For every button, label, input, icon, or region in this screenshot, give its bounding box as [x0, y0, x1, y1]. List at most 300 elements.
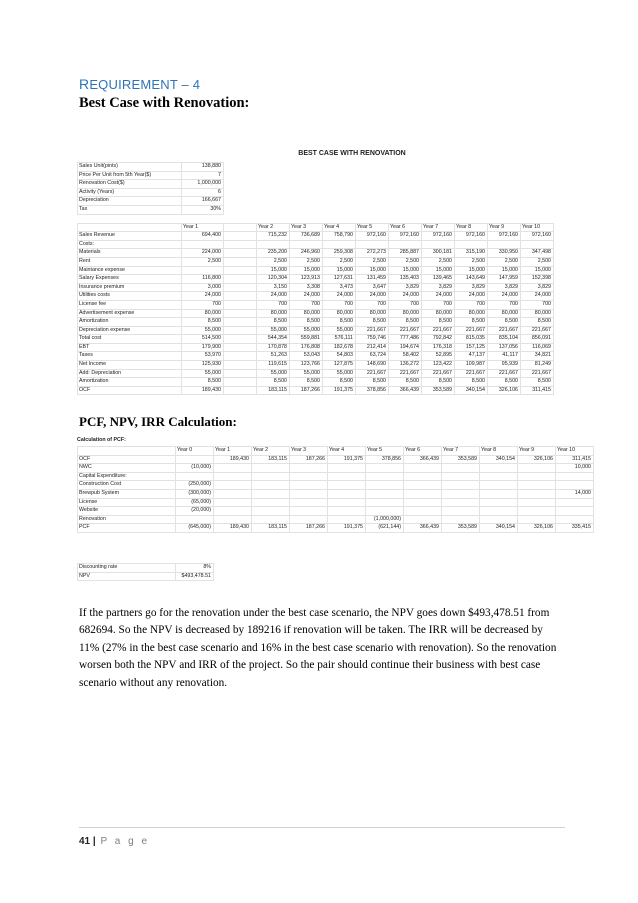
row-label: Rent	[78, 257, 182, 266]
table-cell: 191,375	[328, 455, 366, 464]
year-header: Year 10	[521, 223, 554, 232]
table-cell: 835,104	[488, 335, 521, 344]
table-cell	[442, 481, 480, 490]
year-header: Year 6	[404, 447, 442, 456]
table-cell: 8,500	[389, 378, 422, 387]
table-cell: 51,263	[257, 352, 290, 361]
table-cell: (250,000)	[176, 481, 214, 490]
table-cell	[328, 507, 366, 516]
input-value: 30%	[182, 205, 224, 214]
blank-cell	[224, 249, 257, 258]
table-cell: 15,000	[488, 266, 521, 275]
pcf-section-title: PCF, NPV, IRR Calculation:	[79, 414, 237, 429]
table-cell: 972,160	[356, 232, 389, 241]
table-cell: 559,881	[290, 335, 323, 344]
table-row	[78, 507, 594, 516]
row-label: Maintance expense	[78, 266, 182, 275]
page-number: 41	[79, 836, 91, 847]
table-cell: (10,000)	[176, 464, 214, 473]
blank-cell	[224, 369, 257, 378]
table-cell	[328, 489, 366, 498]
sheet-title: BEST CASE WITH RENOVATION	[298, 150, 406, 157]
table-cell: 694,400	[182, 232, 224, 241]
table-cell: 2,500	[290, 257, 323, 266]
input-value: 138,880	[182, 163, 224, 172]
table-cell: 15,000	[323, 266, 356, 275]
table-cell: 8,500	[182, 318, 224, 327]
table-cell	[252, 515, 290, 524]
table-cell: 10,000	[556, 464, 594, 473]
row-label: Amortization	[78, 378, 182, 387]
row-label: OCF	[78, 386, 182, 395]
table-cell: 544,354	[257, 335, 290, 344]
row-label: Costs:	[78, 240, 182, 249]
table-cell: 24,000	[290, 292, 323, 301]
table-cell	[323, 240, 356, 249]
table-cell: 330,950	[488, 249, 521, 258]
table-cell: 366,439	[404, 455, 442, 464]
table-header-row	[78, 447, 594, 456]
table-cell: 366,439	[389, 386, 422, 395]
table-cell	[404, 507, 442, 516]
blank-cell	[224, 240, 257, 249]
table-row	[78, 515, 594, 524]
blank-cell	[224, 257, 257, 266]
table-row	[78, 283, 554, 292]
table-cell: 326,106	[518, 524, 556, 533]
rate-label: Discounting rate	[78, 563, 176, 572]
table-cell: 8,500	[455, 378, 488, 387]
table-cell: 81,249	[521, 361, 554, 370]
table-row	[78, 455, 594, 464]
section-title: Best Case with Renovation:	[79, 95, 250, 111]
table-cell: 8,500	[290, 378, 323, 387]
blank-cell	[224, 309, 257, 318]
table-cell	[442, 464, 480, 473]
table-cell: 176,808	[290, 343, 323, 352]
table-cell: 8,500	[182, 378, 224, 387]
table-cell: 55,000	[290, 326, 323, 335]
table-cell: 109,987	[455, 361, 488, 370]
table-row	[78, 266, 554, 275]
table-cell: 191,375	[328, 524, 366, 533]
table-cell: 80,000	[182, 309, 224, 318]
table-cell: 792,842	[422, 335, 455, 344]
blank-cell	[224, 361, 257, 370]
table-cell	[252, 472, 290, 481]
row-label: Insurance premium	[78, 283, 182, 292]
table-cell: 8,500	[323, 318, 356, 327]
table-row	[78, 481, 594, 490]
table-cell: 8,500	[356, 318, 389, 327]
table-cell	[328, 472, 366, 481]
table-row	[78, 232, 554, 241]
table-cell	[518, 515, 556, 524]
table-cell: 353,589	[442, 524, 480, 533]
year-header: Year 2	[252, 447, 290, 456]
table-cell	[518, 472, 556, 481]
table-row	[78, 472, 594, 481]
table-cell: 24,000	[356, 292, 389, 301]
table-cell	[404, 464, 442, 473]
table-cell	[176, 472, 214, 481]
table-row	[78, 563, 214, 572]
table-cell: 221,667	[488, 326, 521, 335]
table-cell	[328, 515, 366, 524]
table-row	[78, 326, 554, 335]
blank-cell	[224, 292, 257, 301]
table-cell	[290, 507, 328, 516]
table-cell: (645,000)	[176, 524, 214, 533]
table-row	[78, 352, 554, 361]
row-label: Amortization	[78, 318, 182, 327]
table-cell: 272,273	[356, 249, 389, 258]
table-cell	[518, 481, 556, 490]
table-cell	[252, 498, 290, 507]
table-cell: 8,500	[521, 378, 554, 387]
table-cell	[252, 489, 290, 498]
table-cell: 700	[521, 300, 554, 309]
table-row	[78, 318, 554, 327]
table-cell	[290, 481, 328, 490]
blank-cell	[224, 275, 257, 284]
table-row	[78, 524, 594, 533]
table-cell: 972,160	[455, 232, 488, 241]
table-row	[78, 171, 224, 180]
table-row	[78, 386, 554, 395]
table-cell: 54,803	[323, 352, 356, 361]
table-cell: 2,500	[521, 257, 554, 266]
npv-value: $493,478.51	[176, 572, 214, 581]
table-cell	[480, 515, 518, 524]
table-cell	[182, 240, 224, 249]
table-cell: 8,500	[422, 318, 455, 327]
table-cell: 777,486	[389, 335, 422, 344]
table-cell	[176, 515, 214, 524]
table-cell	[404, 481, 442, 490]
table-cell	[518, 464, 556, 473]
table-cell: 157,125	[455, 343, 488, 352]
table-cell	[480, 489, 518, 498]
table-cell: 700	[182, 300, 224, 309]
year-header: Year 3	[290, 223, 323, 232]
input-value: 6	[182, 188, 224, 197]
table-cell: 55,000	[323, 369, 356, 378]
table-cell: 58,402	[389, 352, 422, 361]
footer-divider	[79, 827, 565, 828]
table-cell: 378,856	[356, 386, 389, 395]
table-cell: 315,190	[455, 249, 488, 258]
table-cell: 335,415	[556, 524, 594, 533]
table-cell: 3,829	[521, 283, 554, 292]
table-cell: 311,415	[521, 386, 554, 395]
table-cell: 24,000	[422, 292, 455, 301]
table-cell	[290, 472, 328, 481]
table-cell: 736,689	[290, 232, 323, 241]
header-blank	[78, 447, 176, 456]
row-label: License	[78, 498, 176, 507]
table-cell	[404, 472, 442, 481]
year-header: Year 4	[328, 447, 366, 456]
table-cell: 125,930	[182, 361, 224, 370]
npv-label: NPV	[78, 572, 176, 581]
table-cell: 182,678	[323, 343, 356, 352]
best-case-renovation-sheet	[77, 150, 597, 395]
table-cell: 116,800	[182, 275, 224, 284]
table-cell: 340,154	[455, 386, 488, 395]
table-cell	[366, 481, 404, 490]
table-cell: 347,498	[521, 249, 554, 258]
table-cell: 189,430	[214, 524, 252, 533]
table-cell: 2,500	[323, 257, 356, 266]
table-cell: 24,000	[389, 292, 422, 301]
table-cell	[214, 515, 252, 524]
row-label: Website	[78, 507, 176, 516]
table-cell: 15,000	[455, 266, 488, 275]
table-cell: 221,667	[389, 369, 422, 378]
table-cell	[328, 481, 366, 490]
table-cell: 378,856	[366, 455, 404, 464]
table-cell: 8,500	[323, 378, 356, 387]
table-cell	[442, 507, 480, 516]
blank-cell	[224, 326, 257, 335]
table-cell: 34,821	[521, 352, 554, 361]
table-cell: 700	[257, 300, 290, 309]
table-cell: 15,000	[290, 266, 323, 275]
table-cell: 127,631	[323, 275, 356, 284]
table-cell: 147,959	[488, 275, 521, 284]
table-cell: 15,000	[422, 266, 455, 275]
table-cell	[518, 507, 556, 516]
page-word: P a g e	[100, 836, 150, 847]
year-header: Year 5	[356, 223, 389, 232]
table-cell	[257, 240, 290, 249]
row-label: Capital Expenditure:	[78, 472, 176, 481]
table-cell: 189,430	[182, 386, 224, 395]
table-row	[78, 188, 224, 197]
table-cell: (1,000,000)	[366, 515, 404, 524]
year-header: Year 5	[366, 447, 404, 456]
table-cell: 700	[488, 300, 521, 309]
table-cell: 3,829	[488, 283, 521, 292]
table-cell: 80,000	[389, 309, 422, 318]
table-cell: 700	[356, 300, 389, 309]
row-label: Taxes	[78, 352, 182, 361]
table-cell	[422, 240, 455, 249]
table-cell: 700	[290, 300, 323, 309]
input-label: Renovation Cost($)	[78, 180, 182, 189]
table-cell: 80,000	[455, 309, 488, 318]
table-cell: 55,000	[323, 326, 356, 335]
table-cell: 8,500	[356, 378, 389, 387]
row-label: Renovation	[78, 515, 176, 524]
table-cell: 212,414	[356, 343, 389, 352]
table-cell: 340,154	[480, 524, 518, 533]
input-label: Sales Unit(pints)	[78, 163, 182, 172]
table-cell: 55,000	[257, 369, 290, 378]
input-value: 7	[182, 171, 224, 180]
table-cell	[182, 266, 224, 275]
table-cell	[214, 464, 252, 473]
table-cell: 221,667	[488, 369, 521, 378]
table-cell: 8,500	[389, 318, 422, 327]
table-cell: 170,878	[257, 343, 290, 352]
table-cell: 340,154	[480, 455, 518, 464]
table-row	[78, 361, 554, 370]
blank-cell	[224, 266, 257, 275]
table-cell: 972,160	[422, 232, 455, 241]
pcf-table	[77, 446, 594, 533]
table-cell: 8,500	[488, 318, 521, 327]
table-cell: 187,266	[290, 455, 328, 464]
table-cell: 24,000	[521, 292, 554, 301]
year-header: Year 3	[290, 447, 328, 456]
table-row	[78, 572, 214, 581]
table-cell: 131,459	[356, 275, 389, 284]
blank-cell	[224, 335, 257, 344]
table-cell: 148,690	[356, 361, 389, 370]
table-cell: 80,000	[521, 309, 554, 318]
table-cell: 221,667	[455, 326, 488, 335]
table-cell: (65,000)	[176, 498, 214, 507]
table-cell	[404, 498, 442, 507]
table-cell: 715,232	[257, 232, 290, 241]
table-cell: 47,137	[455, 352, 488, 361]
row-label: Utilities costs	[78, 292, 182, 301]
table-cell: 123,766	[290, 361, 323, 370]
table-cell: 235,200	[257, 249, 290, 258]
conclusion-paragraph: If the partners go for the renovation under the best case scenario, the NPV goes down $493,478.51 from 682694. So the NPV is decreased by 189216 if renovation will be taken. The IRR will be decreased by 11% (27% in the best case scenario and 16% in the best case scenario with renovation). So the renovation worsen both the NPV and IRR of the project. So the pair should continue their business with best case scenario without any renovation.	[79, 607, 557, 689]
table-cell: 116,069	[521, 343, 554, 352]
table-cell	[556, 507, 594, 516]
table-cell: 187,266	[290, 386, 323, 395]
row-label: Materials	[78, 249, 182, 258]
row-label: Brewpub System	[78, 489, 176, 498]
table-cell: 8,500	[422, 378, 455, 387]
table-cell	[480, 472, 518, 481]
row-label: Sales Revenue	[78, 232, 182, 241]
input-label: Activity (Years)	[78, 188, 182, 197]
table-row	[78, 205, 224, 214]
table-cell	[442, 489, 480, 498]
table-cell	[290, 515, 328, 524]
table-cell: 221,667	[455, 369, 488, 378]
table-cell: 972,160	[488, 232, 521, 241]
table-cell: 41,117	[488, 352, 521, 361]
table-cell	[480, 464, 518, 473]
table-cell: 259,308	[323, 249, 356, 258]
table-cell: 8,500	[455, 318, 488, 327]
row-label: OCF	[78, 455, 176, 464]
table-cell: 221,667	[389, 326, 422, 335]
year-header: Year 7	[422, 223, 455, 232]
page-footer	[79, 836, 150, 847]
table-cell: 24,000	[455, 292, 488, 301]
table-cell: 700	[323, 300, 356, 309]
table-cell: 80,000	[356, 309, 389, 318]
table-cell: 221,667	[422, 326, 455, 335]
table-cell	[556, 498, 594, 507]
table-cell	[404, 489, 442, 498]
row-label: Depreciation expense	[78, 326, 182, 335]
table-cell: 8,500	[488, 378, 521, 387]
table-cell	[556, 472, 594, 481]
blank-cell	[224, 300, 257, 309]
table-cell: 14,000	[556, 489, 594, 498]
table-cell: 366,439	[404, 524, 442, 533]
table-cell	[328, 498, 366, 507]
table-cell: 311,415	[556, 455, 594, 464]
row-label: EBT	[78, 343, 182, 352]
table-cell: 2,500	[422, 257, 455, 266]
table-cell	[521, 240, 554, 249]
blank-cell	[224, 352, 257, 361]
blank-cell	[224, 386, 257, 395]
table-cell	[366, 507, 404, 516]
table-cell	[290, 240, 323, 249]
table-cell: (20,000)	[176, 507, 214, 516]
table-cell: 8,500	[257, 378, 290, 387]
row-label: Total cost	[78, 335, 182, 344]
table-cell: 2,500	[389, 257, 422, 266]
table-cell	[366, 472, 404, 481]
table-cell: 246,960	[290, 249, 323, 258]
table-cell	[252, 481, 290, 490]
table-cell: 2,500	[455, 257, 488, 266]
footer-separator: |	[92, 836, 96, 847]
table-cell: 55,000	[182, 326, 224, 335]
year-header: Year 0	[176, 447, 214, 456]
table-row	[78, 378, 554, 387]
table-row	[78, 275, 554, 284]
year-header: Year 7	[442, 447, 480, 456]
table-cell: (621,144)	[366, 524, 404, 533]
table-cell	[442, 515, 480, 524]
table-cell: 2,500	[257, 257, 290, 266]
table-row	[78, 300, 554, 309]
table-cell: 55,000	[290, 369, 323, 378]
table-cell	[176, 455, 214, 464]
table-row	[78, 335, 554, 344]
table-row	[78, 249, 554, 258]
table-cell: 119,615	[257, 361, 290, 370]
table-row	[78, 180, 224, 189]
input-value: 166,667	[182, 197, 224, 206]
table-cell: 3,473	[323, 283, 356, 292]
table-cell: 221,667	[356, 326, 389, 335]
table-row	[78, 257, 554, 266]
table-cell: 3,829	[422, 283, 455, 292]
table-cell: 183,115	[257, 386, 290, 395]
year-header: Year 8	[480, 447, 518, 456]
table-cell	[252, 464, 290, 473]
year-header: Year 6	[389, 223, 422, 232]
table-cell: 80,000	[257, 309, 290, 318]
table-row	[78, 163, 224, 172]
table-cell	[214, 507, 252, 516]
table-cell	[518, 489, 556, 498]
blank-cell	[224, 378, 257, 387]
table-cell: 63,724	[356, 352, 389, 361]
table-cell	[366, 498, 404, 507]
table-cell: 3,308	[290, 283, 323, 292]
row-label: PCF	[78, 524, 176, 533]
table-cell: 221,667	[521, 326, 554, 335]
table-cell	[366, 489, 404, 498]
table-cell	[480, 498, 518, 507]
table-row	[78, 369, 554, 378]
cash-flow-table	[77, 223, 554, 396]
